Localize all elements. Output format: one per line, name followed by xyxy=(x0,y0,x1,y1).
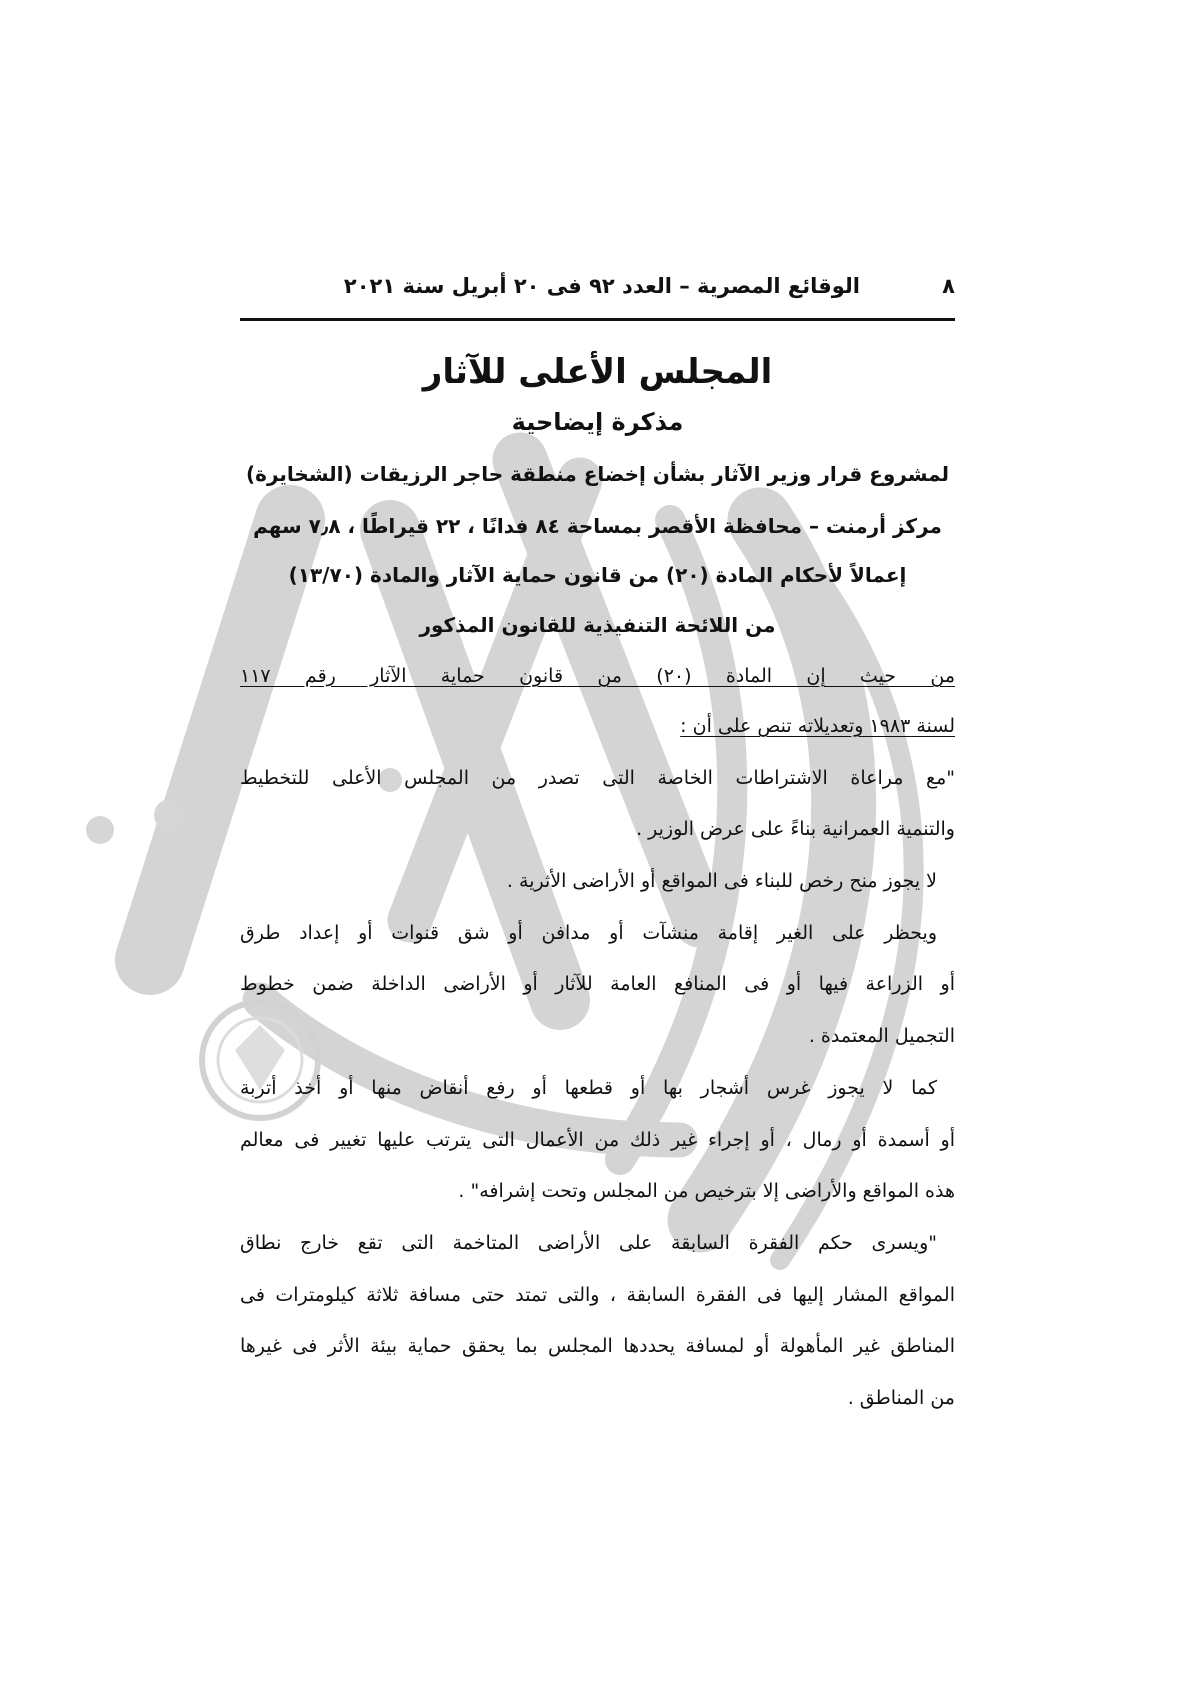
body-line: هذه المواقع والأراضى إلا بترخيص من المجلس وتحت إشرافه" . xyxy=(458,1180,955,1202)
heading-line: لمشروع قرار وزير الآثار بشأن إخضاع منطقة حاجر الرزيقات (الشخايرة) xyxy=(246,462,949,486)
header-divider xyxy=(240,318,955,321)
body-line: التجميل المعتمدة . xyxy=(808,1025,955,1047)
gazette-issue-title: الوقائع المصرية – العدد ٩٢ فى ٢٠ أبريل سنة ٢٠٢١ xyxy=(343,274,860,298)
body-line: أو أسمدة أو رمال ، أو إجراء غير ذلك من الأعمال التى يترتب عليها تغيير فى معالم xyxy=(240,1129,955,1151)
body-line: لسنة ١٩٨٣ وتعديلاته تنص على أن : xyxy=(680,715,955,737)
body-line: أو الزراعة فيها أو فى المنافع العامة للآثار أو الأراضى الداخلة ضمن خطوط xyxy=(240,973,955,995)
body-line: المناطق غير المأهولة أو لمسافة يحددها المجلس بما يحقق حماية بيئة الأثر فى غيرها xyxy=(240,1335,955,1357)
body-line: "مع مراعاة الاشتراطات الخاصة التى تصدر من المجلس الأعلى للتخطيط xyxy=(240,767,955,789)
heading-line: إعمالاً لأحكام المادة (٢٠) من قانون حماية الآثار والمادة (١٣/٧٠) xyxy=(288,563,907,587)
heading-line: من اللائحة التنفيذية للقانون المذكور xyxy=(419,613,776,637)
body-line: كما لا يجوز غرس أشجار بها أو قطعها أو رفع أنقاض منها أو أخذ أتربة xyxy=(240,1077,937,1099)
body-line: "ويسرى حكم الفقرة السابقة على الأراضى المتاخمة التى تقع خارج نطاق xyxy=(240,1232,937,1254)
heading-line: مركز أرمنت – محافظة الأقصر بمساحة ٨٤ فدانًا ، ٢٢ قيراطًا ، ٧٫٨ سهم xyxy=(253,514,942,538)
document-title: المجلس الأعلى للآثار xyxy=(422,352,773,392)
body-line: من المناطق . xyxy=(847,1387,955,1409)
body-line: من حيث إن المادة (٢٠) من قانون حماية الآثار رقم ١١٧ xyxy=(240,665,955,687)
body-line: لا يجوز منح رخص للبناء فى المواقع أو الأراضى الأثرية . xyxy=(506,870,937,892)
body-line: والتنمية العمرانية بناءً على عرض الوزير . xyxy=(636,818,955,840)
body-line: ويحظر على الغير إقامة منشآت أو مدافن أو شق قنوات أو إعداد طرق xyxy=(240,922,937,944)
body-line: المواقع المشار إليها فى الفقرة السابقة ، والتى تمتد حتى مسافة ثلاثة كيلومترات فى xyxy=(240,1284,955,1306)
page-number: ٨ xyxy=(942,274,955,298)
document-subtitle: مذكرة إيضاحية xyxy=(511,408,684,436)
gazette-header xyxy=(240,272,955,312)
